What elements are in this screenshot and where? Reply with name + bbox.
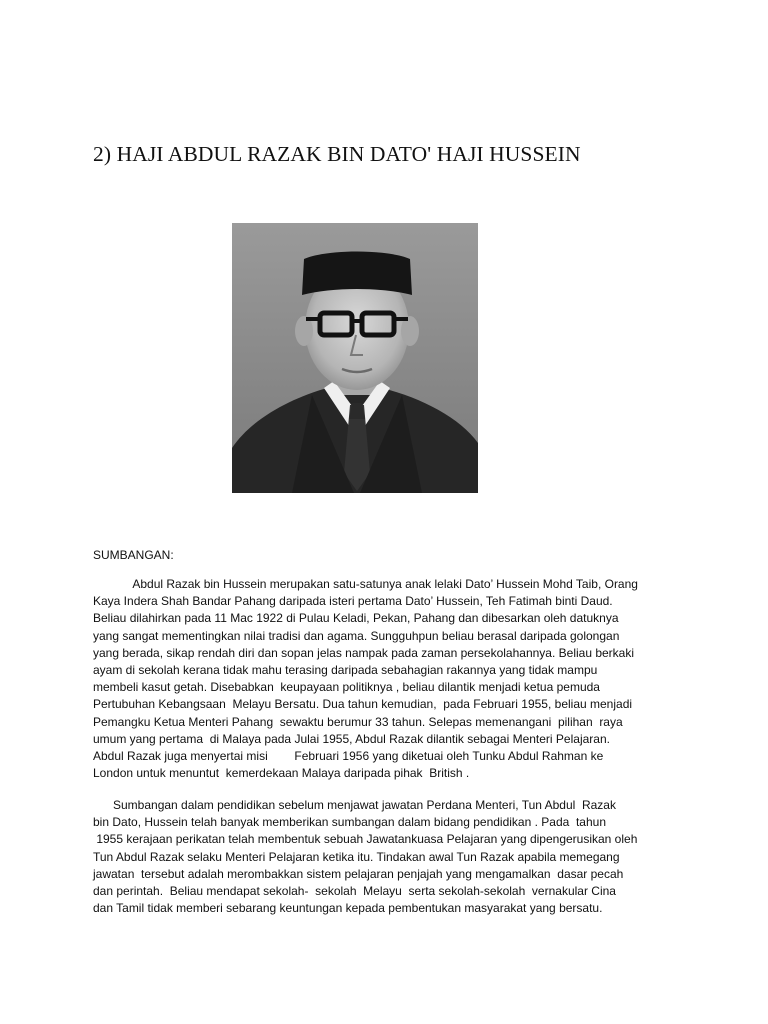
paragraph-line: 1955 kerajaan perikatan telah membentuk sebuah Jawatankuasa Pelajaran yang dipengerusikan oleh [93,832,638,847]
paragraph-line: Pertubuhan Kebangsaan Melayu Bersatu. Dua tahun kemudian, pada Februari 1955, beliau menjadi [93,697,633,712]
section-label-sumbangan: SUMBANGAN: [93,548,174,562]
paragraph-line: Abdul Razak juga menyertai misi Februari 1956 yang diketuai oleh Tunku Abdul Rahman ke [93,749,604,764]
paragraph-line: yang berada, sikap rendah diri dan sopan jelas nampak pada zaman persekolahannya. Beliau berkaki [93,645,635,660]
paragraph-line: Abdul Razak bin Hussein merupakan satu-satunya anak lelaki Dato’ Hussein Mohd Taib, Orang [93,577,638,591]
paragraph-line: yang sangat mementingkan nilai tradisi dan agama. Sungguhpun beliau berasal daripada golongan [93,628,620,643]
paragraph-line: dan perintah. Beliau mendapat sekolah- sekolah Melayu serta sekolah-sekolah vernakular Cina [93,884,616,899]
paragraph-line: membeli kasut getah. Disebabkan keupayaan politiknya , beliau dilantik menjadi ketua pemuda [93,680,600,695]
paragraph-line: umum yang pertama di Malaya pada Julai 1955, Abdul Razak dilantik sebagai Menteri Pelajaran. [93,731,610,746]
paragraph-line: Tun Abdul Razak selaku Menteri Pelajaran ketika itu. Tindakan awal Tun Razak apabila memegang [93,849,620,864]
paragraph-line: Beliau dilahirkan pada 11 Mac 1922 di Pulau Keladi, Pekan, Pahang dan dibesarkan oleh datuknya [93,611,619,626]
paragraph-line: Sumbangan dalam pendidikan sebelum menjawat jawatan Perdana Menteri, Tun Abdul Razak [93,798,616,812]
paragraph-line: dan Tamil tidak memberi sebarang keuntungan kepada pembentukan masyarakat yang bersatu. [93,901,603,916]
paragraph-line: jawatan tersebut adalah merombakkan sistem pelajaran penjajah yang mengamalkan dasar pecah [93,866,624,881]
paragraph-line: Pemangku Ketua Menteri Pahang sewaktu berumur 33 tahun. Selepas memenangani pilihan raya [93,714,623,729]
paragraph-line: London untuk menuntut kemerdekaan Malaya daripada pihak British . [93,766,470,781]
page-title: 2) HAJI ABDUL RAZAK BIN DATO' HAJI HUSSEIN [93,142,581,166]
paragraph-line: ayam di sekolah kerana tidak mahu terasing daripada sebahagian rakannya yang tidak mampu [93,663,598,678]
paragraph-biography [93,576,693,782]
paragraph-education [93,797,693,917]
portrait-photo-icon [232,223,478,493]
paragraph-line: bin Dato, Hussein telah banyak memberikan sumbangan dalam bidang pendidikan . Pada tahun [93,815,606,830]
portrait-photo [232,223,478,493]
paragraph-line: Kaya Indera Shah Bandar Pahang daripada isteri pertama Dato’ Hussein, Teh Fatimah binti Daud. [93,594,613,609]
